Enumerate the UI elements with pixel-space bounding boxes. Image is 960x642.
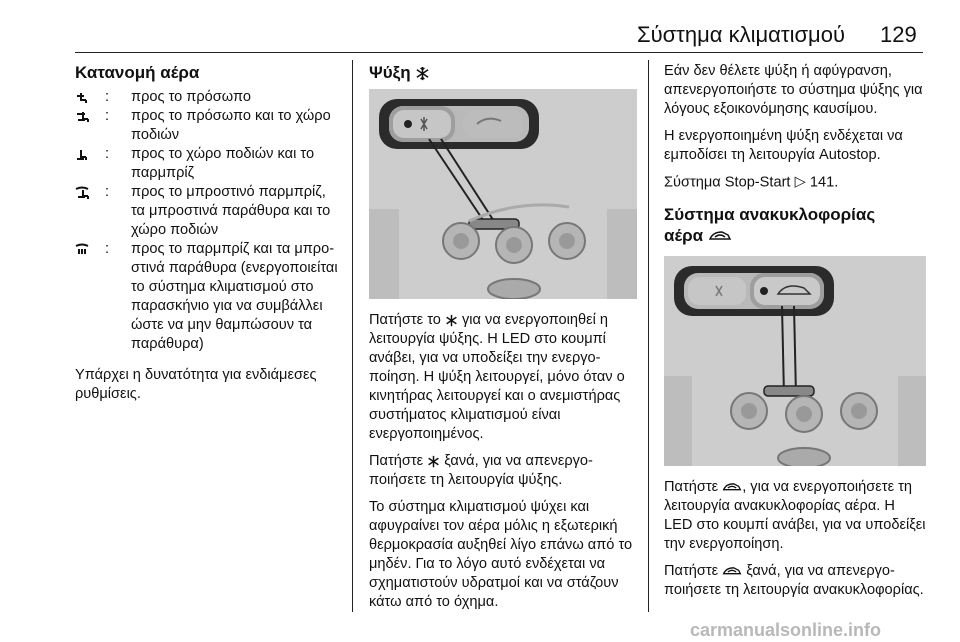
column-divider-1 xyxy=(352,60,353,612)
page-running-title: Σύστημα κλιματισμού xyxy=(636,22,845,47)
snowflake-icon xyxy=(415,66,430,81)
cooling-paragraph-2: Πατήστε ξανά, για να απενεργοποιήσετε τη λειτουργία ψύξης. xyxy=(369,453,593,488)
watermark: carmanualsonline.info xyxy=(690,620,882,640)
list-colon: : xyxy=(105,241,110,257)
page-reference-arrow-icon: ▷ xyxy=(794,174,806,190)
column-recirculation xyxy=(664,62,926,608)
section-heading-air-distribution: Κατανομή αέρα xyxy=(75,63,200,82)
list-item-text: προς το πρόσωπο και το χώρο ποδιών xyxy=(131,108,331,143)
list-item-text: προς το χώρο ποδιών και το παρμπρίζ xyxy=(131,146,315,181)
recirculation-button-photo xyxy=(664,256,926,466)
autostop-paragraph: Η ενεργοποιημένη ψύξη ενδέχεται να εμποδίσει τη λειτουργία Autostop. xyxy=(664,128,903,163)
list-item xyxy=(75,88,343,107)
recirculation-paragraph-2: Πατήστε ξανά, για να απενεργοποιήσετε τη λειτουργία ανακυκλοφορίας. xyxy=(664,563,924,599)
intermediate-settings-note: Υπάρχει η δυνατότητα για ενδιάμεσες ρυθμίσεις. xyxy=(75,367,317,402)
header-rule xyxy=(75,52,923,53)
list-item-text: προς το παρμπρίζ και τα μπροστινά παράθυρα (ενεργοποιείται το σύστημα κλιματισμού στο παρασκήνιο για να συμβάλλει ώστε να μην θαμπώσουν τα παράθυρα) xyxy=(131,241,338,352)
recirculation-icon xyxy=(708,230,732,244)
snowflake-icon xyxy=(427,455,440,468)
list-item xyxy=(75,145,343,183)
list-item xyxy=(75,183,343,240)
air-to-footwell-and-windscreen-icon xyxy=(75,148,99,161)
list-item xyxy=(75,107,343,145)
column-air-distribution xyxy=(75,62,343,412)
column-cooling xyxy=(369,62,637,620)
recirculation-paragraph-1: Πατήστε , για να ενεργοποιήσετε τη λειτουργία ανακυκλοφορίας αέρα. Η LED στο κουμπί ανάβει, για να υποδείξει την ενεργοποίηση. xyxy=(664,479,926,553)
snowflake-icon xyxy=(445,314,458,327)
list-colon: : xyxy=(105,89,110,105)
air-to-windscreen-windows-footwell-icon xyxy=(75,186,99,199)
stop-start-reference: Σύστημα Stop-Start ▷ 141. xyxy=(664,174,839,191)
defrost-windscreen-icon xyxy=(75,243,99,256)
section-heading-cooling: Ψύξη xyxy=(369,62,637,83)
list-colon: : xyxy=(105,184,110,200)
fuel-saving-paragraph: Εάν δεν θέλετε ψύξη ή αφύγρανση, απενεργοποιήστε το σύστημα ψύξης για λόγους εξοικονόμησης καυσίμου. xyxy=(664,63,923,117)
cooling-paragraph-3: Το σύστημα κλιματισμού ψύχει και αφυγραίνει τον αέρα μόλις η εξωτερική θερμοκρασία αυξηθεί λίγο επάνω από το μηδέν. Για το λόγο αυτό ενδέχεται να σχηματιστούν υδρατμοί και να στάζουν κάτω από το όχημα. xyxy=(369,499,633,610)
list-colon: : xyxy=(105,146,110,162)
cooling-button-photo xyxy=(369,89,637,299)
list-item-text: προς το πρόσωπο xyxy=(131,89,251,105)
list-item-text: προς το μπροστινό παρμπρίζ, τα μπροστινά παράθυρα και το χώρο ποδιών xyxy=(131,184,331,238)
air-to-face-icon xyxy=(75,91,99,104)
list-item xyxy=(75,240,343,354)
list-colon: : xyxy=(105,108,110,124)
recirculation-icon xyxy=(722,482,742,494)
column-divider-2 xyxy=(648,60,649,612)
section-heading-recirculation: Σύστημα ανακυκλοφορίας αέρα xyxy=(664,205,876,246)
cooling-paragraph-1: Πατήστε το για να ενεργοποιηθεί η λειτουργία ψύξης. Η LED στο κουμπί ανάβει, για να υποδείξει την ενεργοποίηση. Η ψύξη λειτουργεί, μόνο όταν ο κινητήρας λειτουργεί και ο ανεμιστήρας συστήματος κλιματισμού είναι ενεργοποιημένος. xyxy=(369,312,625,442)
recirculation-icon xyxy=(722,566,742,578)
air-to-face-and-footwell-icon xyxy=(75,110,99,123)
page-number: 129 xyxy=(880,22,917,47)
